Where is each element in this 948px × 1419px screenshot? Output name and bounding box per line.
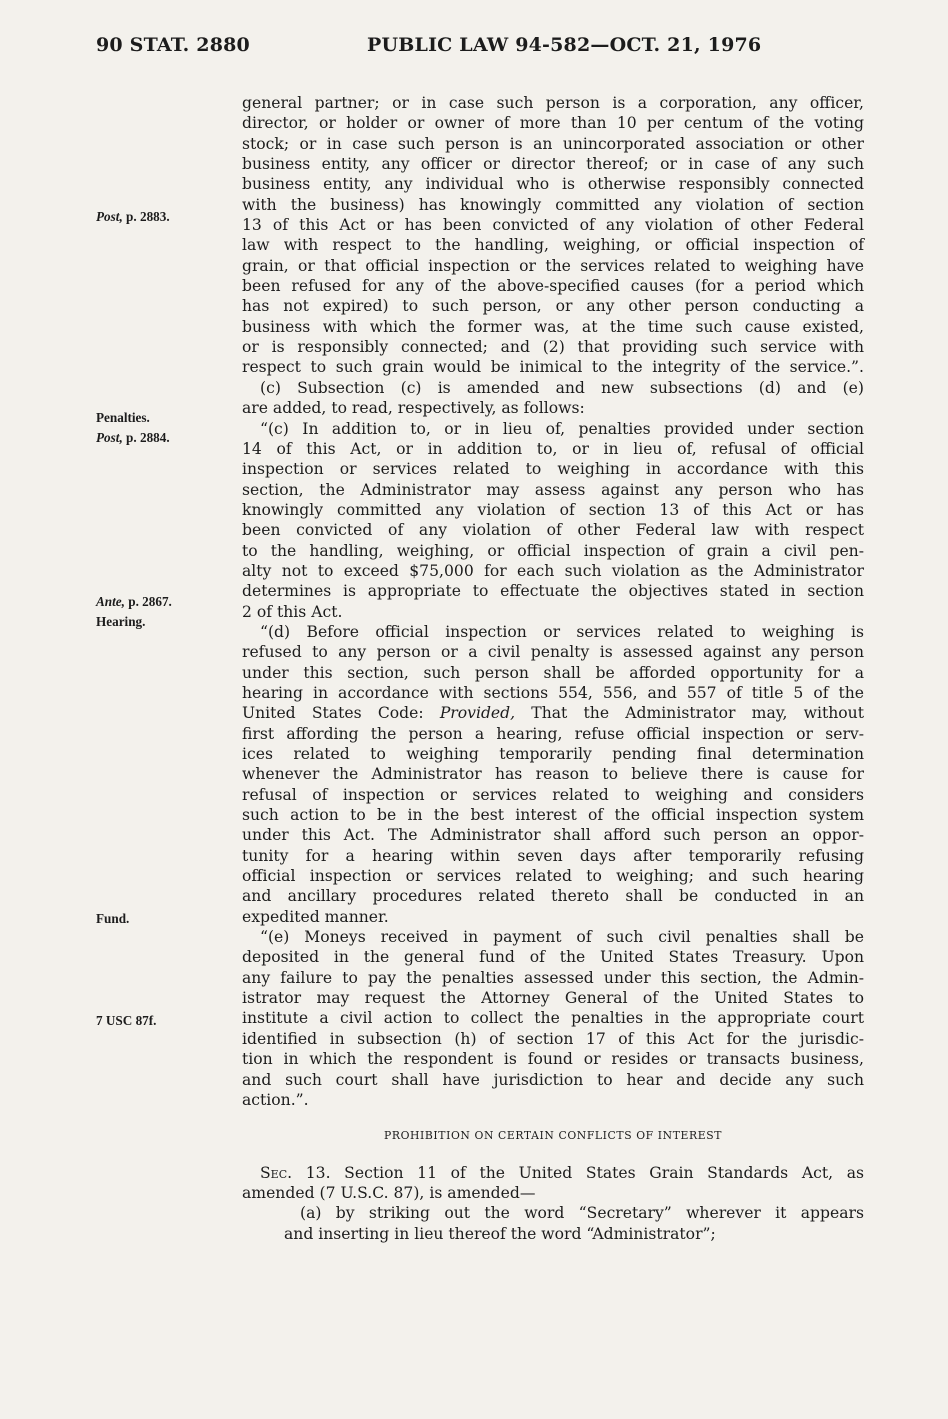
body-line: “(e) Moneys received in payment of such civil penalties shall be (260, 928, 864, 947)
body-line: such action to be in the best interest of the official inspection system (242, 806, 864, 825)
body-line: 2 of this Act. (242, 602, 343, 621)
body-line: tion in which the respondent is found or resides or transacts business, (242, 1050, 864, 1069)
margin-note-ante-2867 (96, 594, 172, 610)
body-line: first affording the person a hearing, refuse official inspection or serv- (242, 724, 864, 743)
margin-note-text: p. 2867. (124, 594, 172, 609)
body-line: general partner; or in case such person is a corporation, any officer, (242, 94, 864, 112)
body-line: respect to such grain would be inimical to the integrity of the service.”. (242, 358, 864, 377)
body-line: business entity, any individual who is otherwise responsibly connected (242, 175, 864, 194)
body-line: inspection or services related to weighing in accordance with this (242, 460, 864, 479)
body-line: (c) Subsection (c) is amended and new subsections (d) and (e) (260, 378, 864, 397)
body-line: has not expired) to such person, or any other person conducting a (242, 297, 864, 316)
body-line: (a) by striking out the word “Secretary” wherever it appears (300, 1204, 864, 1223)
body-line: institute a civil action to collect the penalties in the appropriate court (242, 1009, 864, 1028)
body-line: 13 of this Act or has been convicted of any violation of other Federal (242, 216, 864, 235)
statute-body (242, 93, 864, 1244)
margin-note-italic: Ante, (96, 594, 125, 609)
body-line: expedited manner. (242, 907, 389, 926)
margin-note-text: p. 2884. (122, 430, 170, 445)
margin-note-text: p. 2883. (122, 209, 170, 224)
body-line-part: United States Code: (242, 704, 440, 723)
page-stat-number: 90 STAT. 2880 (96, 34, 250, 56)
body-line: istrator may request the Attorney General of the United States to (242, 989, 864, 1008)
body-line: determines is appropriate to effectuate the objectives stated in section (242, 582, 864, 601)
body-line (242, 703, 864, 723)
body-line: refused to any person or a civil penalty is assessed against any person (242, 643, 864, 662)
body-line: and ancillary procedures related thereto shall be conducted in an (242, 887, 864, 906)
body-line: any failure to pay the penalties assessed under this section, the Admin- (242, 968, 864, 987)
body-line: refusal of inspection or services related to weighing and considers (242, 785, 864, 804)
body-line: stock; or in case such person is an unincorporated association or other (242, 134, 864, 153)
body-line-part: 13. Section 11 of the United States Grain Standards Act, as (292, 1163, 864, 1182)
margin-note-italic: Post, (96, 430, 123, 445)
body-line: tunity for a hearing within seven days after temporarily refusing (242, 846, 864, 865)
body-line: and such court shall have jurisdiction to hear and decide any such (242, 1070, 864, 1089)
margin-note-fund: Fund. (96, 911, 130, 926)
body-line: under this section, such person shall be afforded opportunity for a (242, 663, 864, 682)
body-line: deposited in the general fund of the United States Treasury. Upon (242, 948, 864, 967)
body-line: director, or holder or owner of more than 10 per centum of the voting (242, 114, 864, 133)
section-heading: PROHIBITION ON CERTAIN CONFLICTS OF INTEREST (383, 1129, 723, 1143)
body-line: grain, or that official inspection or the services related to weighing have (242, 256, 864, 275)
margin-note-post-2883 (96, 209, 170, 225)
body-line: “(d) Before official inspection or services related to weighing is (260, 622, 864, 641)
margin-note-post-2884 (96, 430, 170, 446)
section-label: Sec. (260, 1163, 293, 1182)
body-line-part: That the Administrator may, without (515, 704, 864, 723)
body-line: law with respect to the handling, weighing, or official inspection of (242, 236, 864, 255)
margin-note-italic: Post, (96, 209, 123, 224)
body-line: business with which the former was, at the time such cause existed, (242, 317, 864, 336)
body-line: alty not to exceed $75,000 for each such violation as the Administrator (242, 561, 864, 580)
body-line: action.”. (242, 1090, 309, 1109)
margin-note-hearing: Hearing. (96, 614, 146, 629)
margin-note-penalties: Penalties. (96, 410, 150, 425)
margin-note-usc: 7 USC 87f. (96, 1013, 157, 1028)
body-line: whenever the Administrator has reason to believe there is cause for (242, 765, 864, 784)
spacer (242, 1110, 864, 1126)
body-line: and inserting in lieu thereof the word “Administrator”; (284, 1224, 716, 1243)
spacer (242, 1147, 864, 1163)
body-line: section, the Administrator may assess against any person who has (242, 480, 864, 499)
body-line: are added, to read, respectively, as follows: (242, 399, 585, 418)
body-line: identified in subsection (h) of section 17 of this Act for the jurisdic- (242, 1029, 864, 1048)
body-line: hearing in accordance with sections 554, 556, and 557 of title 5 of the (242, 683, 864, 702)
body-line (242, 1163, 864, 1183)
page-running-title: PUBLIC LAW 94-582—OCT. 21, 1976 (367, 34, 762, 56)
body-line: business entity, any officer or director thereof; or in case of any such (242, 155, 864, 174)
body-line: to the handling, weighing, or official inspection of grain a civil pen- (242, 541, 864, 560)
body-line: with the business) has knowingly committed any violation of section (242, 195, 864, 214)
body-line: “(c) In addition to, or in lieu of, penalties provided under section (260, 419, 864, 438)
body-line: knowingly committed any violation of section 13 of this Act or has (242, 500, 864, 519)
body-line: been convicted of any violation of other Federal law with respect (242, 521, 864, 540)
provided-italic: Provided, (439, 704, 516, 723)
body-line: 14 of this Act, or in addition to, or in lieu of, refusal of official (242, 439, 864, 458)
body-line: amended (7 U.S.C. 87), is amended— (242, 1183, 536, 1202)
body-line: official inspection or services related to weighing; and such hearing (242, 867, 864, 886)
body-line: been refused for any of the above-specified causes (for a period which (242, 277, 864, 296)
body-line: under this Act. The Administrator shall afford such person an oppor- (242, 826, 864, 845)
body-line: or is responsibly connected; and (2) that providing such service with (242, 338, 864, 357)
body-line: ices related to weighing temporarily pending final determination (242, 745, 864, 763)
